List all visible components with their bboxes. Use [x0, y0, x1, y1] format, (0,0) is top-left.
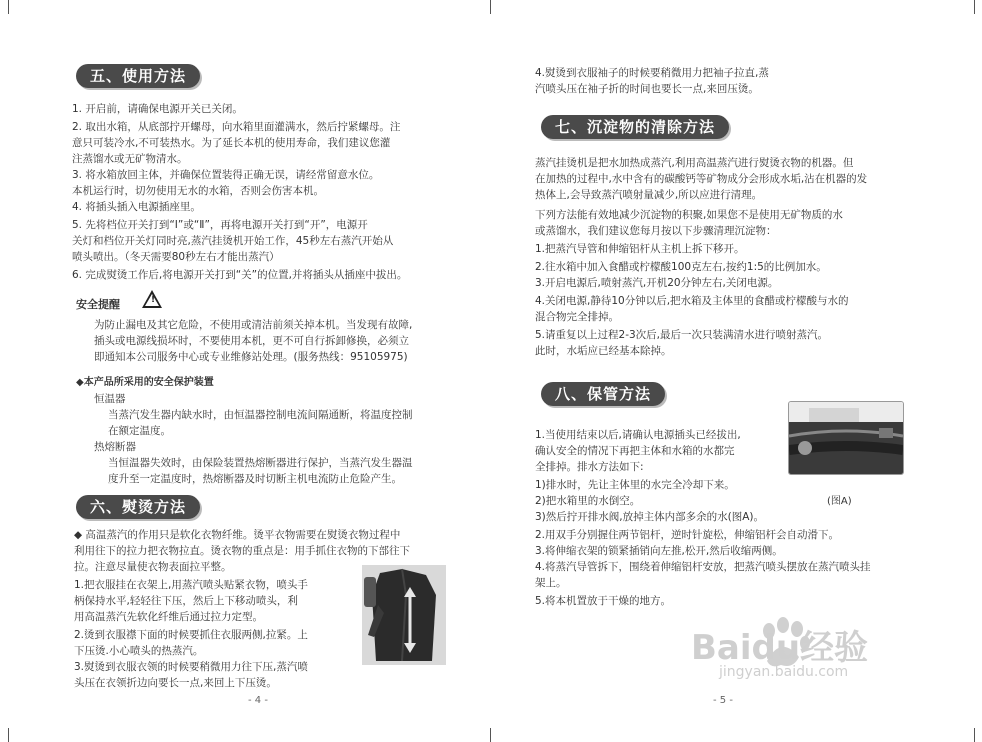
figure-caption: (图A) [827, 496, 852, 507]
page-number: - 4 - [248, 695, 268, 706]
list-item: 6. 完成熨烫工作后,将电源开关打到“关”的位置,并将插头从插座中拔出。 [72, 269, 408, 281]
descaling-text: 在加热的过程中,水中含有的碳酸钙等矿物成分会形成水垢,沾在机器的发 [535, 173, 868, 185]
list-item: 3.将伸缩衣架的锁紧插销向左推,松开,然后收缩两侧。 [535, 545, 783, 557]
list-item: 2.用双手分别握住两节铝杆，逆时针旋松，伸缩铝杆会自动滑下。 [535, 529, 840, 541]
list-item: 1.把蒸汽导管和伸缩铝杆从主机上拆下移开。 [535, 243, 745, 255]
list-item: 汽喷头压在袖子折的时间也要长一点,来回压烫。 [535, 83, 759, 95]
list-item: 本机运行时，切勿使用无水的水箱，否则会伤害本机。 [72, 185, 324, 197]
descaling-text: 或蒸馏水，我们建议您每月按以下步骤清理沉淀物： [535, 225, 777, 237]
list-item: 5.请重复以上过程2-3次后,最后一次只装满清水进行喷射蒸汽。 [535, 329, 829, 341]
ironing-intro: 利用往下的拉力把衣物拉直。烫衣物的重点是：用手抓住衣物的下部往下 [74, 545, 410, 557]
list-item: 3.熨烫到衣服衣领的时候要稍微用力往下压,蒸汽喷 [74, 661, 308, 673]
page-number: - 5 - [713, 695, 733, 706]
list-item: 混合物完全排掉。 [535, 311, 619, 323]
watermark-logo-text: Baidu经验 [691, 628, 869, 668]
descaling-text: 下列方法能有效地减少沉淀物的积聚,如果您不是使用无矿物质的水 [535, 209, 843, 221]
list-item: 5.将本机置放于干燥的地方。 [535, 595, 672, 607]
list-item: 架上。 [535, 577, 567, 589]
section-5-heading: 五、使用方法 [76, 64, 200, 88]
drain-valve-photo [788, 401, 904, 475]
list-item: 4. 将插头插入电源插座里。 [72, 201, 201, 213]
list-item: 1)排水时，先让主体里的水完全冷却下来。 [535, 479, 735, 491]
section-8-heading: 八、保管方法 [541, 382, 665, 406]
list-item: 1.当使用结束以后,请确认电源插头已经拔出, [535, 429, 741, 441]
thermostat-text: 在额定温度。 [108, 425, 171, 437]
garment-steaming-photo [362, 565, 446, 665]
list-item: 意只可装冷水,不可装热水。为了延长本机的使用寿命，我们建议您灌 [72, 137, 391, 149]
thermostat-title: 恒温器 [94, 393, 126, 405]
list-item: 2. 取出水箱，从底部拧开螺母，向水箱里面灌满水，然后拧紧螺母。注 [72, 121, 401, 133]
right-page [491, 0, 982, 742]
list-item: 确认安全的情况下再把主体和水箱的水都完 [535, 445, 735, 457]
safety-text: 插头或电源线损坏时，不要使用本机，更不可自行拆卸修换，必须立 [94, 335, 409, 347]
list-item: 下压烫.小心喷头的热蒸汽。 [74, 645, 204, 657]
safety-text: 为防止漏电及其它危险，不使用或清洁前须关掉本机。当发现有故障, [94, 319, 413, 331]
safety-text: 即通知本公司服务中心或专业维修站处理。(服务热线：95105975) [94, 351, 408, 363]
ironing-intro: ◆ 高温蒸汽的作用只是软化衣物纤维。烫平衣物需要在熨烫衣物过程中 [74, 529, 401, 541]
fuse-text: 度升至一定温度时，热熔断器及时切断主机电流防止危险产生。 [108, 473, 402, 485]
fuse-title: 热熔断器 [94, 441, 136, 453]
list-item: 1.把衣服挂在衣架上,用蒸汽喷头贴紧衣物，喷头手 [74, 579, 308, 591]
list-item: 2)把水箱里的水倒空。 [535, 495, 641, 507]
list-item: 4.将蒸汽导管拆下，围绕着伸缩铝杆安放，把蒸汽喷头摆放在蒸汽喷头挂 [535, 561, 871, 573]
safety-title: 安全提醒 [76, 298, 120, 311]
list-item: 1. 开启前，请确保电源开关已关闭。 [72, 103, 243, 115]
list-item: 2.烫到衣服襟下面的时候要抓住衣服两侧,拉紧。上 [74, 629, 308, 641]
warning-icon: ! [142, 290, 162, 308]
list-item: 喷头喷出。（冬天需要80秒左右才能出蒸汽） [72, 251, 280, 263]
descaling-text: 热体上,会导致蒸汽喷射量减少,所以应进行清理。 [535, 189, 763, 201]
list-item: 4.熨烫到衣服袖子的时候要稍微用力把袖子拉直,蒸 [535, 67, 769, 79]
list-item: 此时，水垢应已经基本除掉。 [535, 345, 672, 357]
list-item: 5. 先将档位开关打到“Ⅰ”或“Ⅱ”，再将电源开关打到“开”，电源开 [72, 219, 368, 231]
list-item: 4.关闭电源,静待10分钟以后,把水箱及主体里的食醋或柠檬酸与水的 [535, 295, 849, 307]
list-item: 3.开启电源后,喷射蒸汽,开机20分钟左右,关闭电源。 [535, 277, 779, 289]
fuse-text: 当恒温器失效时，由保险装置热熔断器进行保护，当蒸汽发生器温 [108, 457, 413, 469]
list-item: 柄保持水平,轻轻往下压，然后上下移动喷头，利 [74, 595, 298, 607]
section-7-heading: 七、沉淀物的清除方法 [541, 115, 729, 139]
list-item: 用高温蒸汽先软化纤维后通过拉力定型。 [74, 611, 263, 623]
thermostat-text: 当蒸汽发生器内缺水时，由恒温器控制电流间隔通断，将温度控制 [108, 409, 413, 421]
protection-title: ◆本产品所采用的安全保护装置 [76, 377, 214, 388]
watermark-url: jingyan.baidu.com [719, 664, 849, 680]
list-item: 全排掉。排水方法如下: [535, 461, 644, 473]
list-item: 关灯和档位开关灯同时亮,蒸汽挂烫机开始工作，45秒左右蒸汽开始从 [72, 235, 394, 247]
list-item: 注蒸馏水或无矿物清水。 [72, 153, 188, 165]
list-item: 3)然后拧开排水阀,放掉主体内部多余的水(图A)。 [535, 511, 764, 523]
section-6-heading: 六、熨烫方法 [76, 495, 200, 519]
list-item: 2.往水箱中加入食醋或柠檬酸100克左右,按约1:5的比例加水。 [535, 261, 827, 273]
descaling-text: 蒸汽挂烫机是把水加热成蒸汽,利用高温蒸汽进行熨烫衣物的机器。但 [535, 157, 854, 169]
list-item: 头压在衣领折边向要长一点,来回上下压烫。 [74, 677, 277, 689]
ironing-intro: 拉。注意尽量使衣物表面拉平整。 [74, 561, 232, 573]
list-item: 3. 将水箱放回主体，并确保位置装得正确无误，请经常留意水位。 [72, 169, 380, 181]
